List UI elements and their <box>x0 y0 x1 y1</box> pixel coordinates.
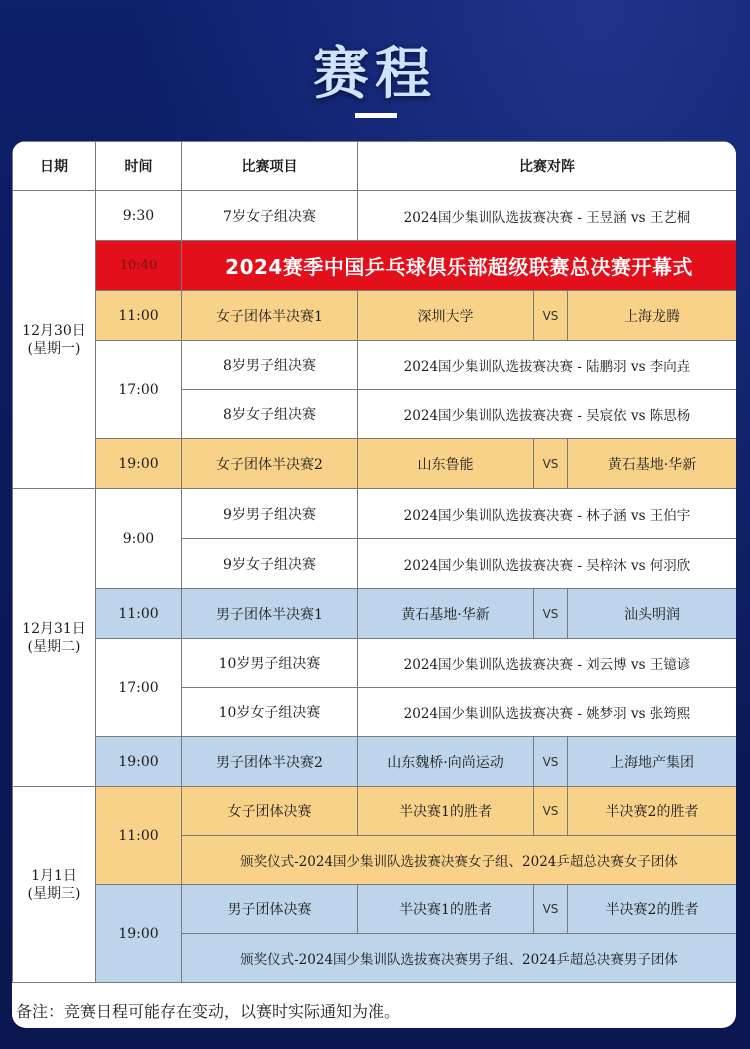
weekday-label: (星期二) <box>27 638 81 655</box>
event-cell: 男子团体半决赛1 <box>182 589 358 639</box>
table-row <box>13 589 737 639</box>
event-cell: 9岁女子组决赛 <box>182 539 358 589</box>
team2-cell: 上海龙腾 <box>568 291 737 341</box>
time-cell: 17:00 <box>96 341 182 439</box>
vs-cell: VS <box>534 787 568 836</box>
time-cell: 19:00 <box>96 885 182 983</box>
team1-cell: 半决赛1的胜者 <box>358 885 534 934</box>
team2-cell: 半决赛2的胜者 <box>568 787 737 836</box>
event-cell: 10岁女子组决赛 <box>182 688 358 737</box>
header-time: 时间 <box>96 142 182 191</box>
award-ceremony-cell: 颁奖仪式-2024国少集训队选拔赛决赛女子组、2024乒超总决赛女子团体 <box>182 836 737 885</box>
event-cell: 女子团体半决赛2 <box>182 439 358 489</box>
team2-cell: 黄石基地·华新 <box>568 439 737 489</box>
team2-cell: 上海地产集团 <box>568 737 737 787</box>
vs-cell: VS <box>534 291 568 341</box>
event-cell: 8岁女子组决赛 <box>182 390 358 439</box>
table-row <box>13 291 737 341</box>
matchup-cell: 2024国少集训队选拔赛决赛 - 刘云博 vs 王镱谚 <box>358 639 737 688</box>
matchup-cell: 2024国少集训队选拔赛决赛 - 吴宸依 vs 陈思杨 <box>358 390 737 439</box>
time-cell: 17:00 <box>96 639 182 737</box>
date-cell-day2 <box>13 489 96 787</box>
time-cell: 11:00 <box>96 787 182 885</box>
matchup-cell: 2024国少集训队选拔赛决赛 - 姚梦羽 vs 张筠熙 <box>358 688 737 737</box>
table-row <box>13 191 737 241</box>
opening-ceremony-cell: 2024赛季中国乒乓球俱乐部超级联赛总决赛开幕式 <box>182 241 737 291</box>
event-cell: 女子团体半决赛1 <box>182 291 358 341</box>
event-cell: 8岁男子组决赛 <box>182 341 358 390</box>
table-row <box>13 341 737 390</box>
event-cell: 7岁女子组决赛 <box>182 191 358 241</box>
team1-cell: 深圳大学 <box>358 291 534 341</box>
time-cell: 10:40 <box>96 241 182 291</box>
team2-cell: 汕头明润 <box>568 589 737 639</box>
header-event: 比赛项目 <box>182 142 358 191</box>
time-cell: 11:00 <box>96 589 182 639</box>
schedule-card <box>12 141 736 1028</box>
table-row <box>13 489 737 539</box>
event-cell: 9岁男子组决赛 <box>182 489 358 539</box>
award-ceremony-cell: 颁奖仪式-2024国少集训队选拔赛决赛男子组、2024乒超总决赛男子团体 <box>182 934 737 983</box>
table-row <box>13 737 737 787</box>
matchup-cell: 2024国少集训队选拔赛决赛 - 陆鹏羽 vs 李向垚 <box>358 341 737 390</box>
time-cell: 19:00 <box>96 737 182 787</box>
team2-cell: 半决赛2的胜者 <box>568 885 737 934</box>
time-cell: 11:00 <box>96 291 182 341</box>
time-cell: 19:00 <box>96 439 182 489</box>
header-date: 日期 <box>13 142 96 191</box>
matchup-cell: 2024国少集训队选拔赛决赛 - 林子涵 vs 王伯宇 <box>358 489 737 539</box>
event-cell: 10岁男子组决赛 <box>182 639 358 688</box>
weekday-label: (星期三) <box>27 885 81 902</box>
vs-cell: VS <box>534 885 568 934</box>
schedule-table <box>12 141 736 983</box>
event-cell: 男子团体决赛 <box>182 885 358 934</box>
team1-cell: 黄石基地·华新 <box>358 589 534 639</box>
date-label: 12月30日 <box>22 322 86 339</box>
header-matchup: 比赛对阵 <box>358 142 737 191</box>
table-header-row <box>13 142 737 191</box>
vs-cell: VS <box>534 589 568 639</box>
vs-cell: VS <box>534 737 568 787</box>
time-cell: 9:30 <box>96 191 182 241</box>
matchup-cell: 2024国少集训队选拔赛决赛 - 吴梓沐 vs 何羽欣 <box>358 539 737 589</box>
table-row <box>13 885 737 934</box>
team1-cell: 山东鲁能 <box>358 439 534 489</box>
table-row <box>13 439 737 489</box>
table-row <box>13 787 737 836</box>
page-title: 赛程 <box>313 42 437 107</box>
time-cell: 9:00 <box>96 489 182 589</box>
date-label: 1月1日 <box>31 867 77 884</box>
opening-ceremony-row <box>13 241 737 291</box>
title-underline <box>355 113 397 118</box>
vs-cell: VS <box>534 439 568 489</box>
event-cell: 男子团体半决赛2 <box>182 737 358 787</box>
matchup-cell: 2024国少集训队选拔赛决赛 - 王昱涵 vs 王艺桐 <box>358 191 737 241</box>
event-cell: 女子团体决赛 <box>182 787 358 836</box>
date-label: 12月31日 <box>22 620 86 637</box>
team1-cell: 半决赛1的胜者 <box>358 787 534 836</box>
weekday-label: (星期一) <box>27 340 81 357</box>
schedule-note: 备注：竞赛日程可能存在变动，以赛时实际通知为准。 <box>16 1002 401 1021</box>
table-row <box>13 639 737 688</box>
team1-cell: 山东魏桥·向尚运动 <box>358 737 534 787</box>
date-cell-day3 <box>13 787 96 983</box>
date-cell-day1 <box>13 191 96 489</box>
